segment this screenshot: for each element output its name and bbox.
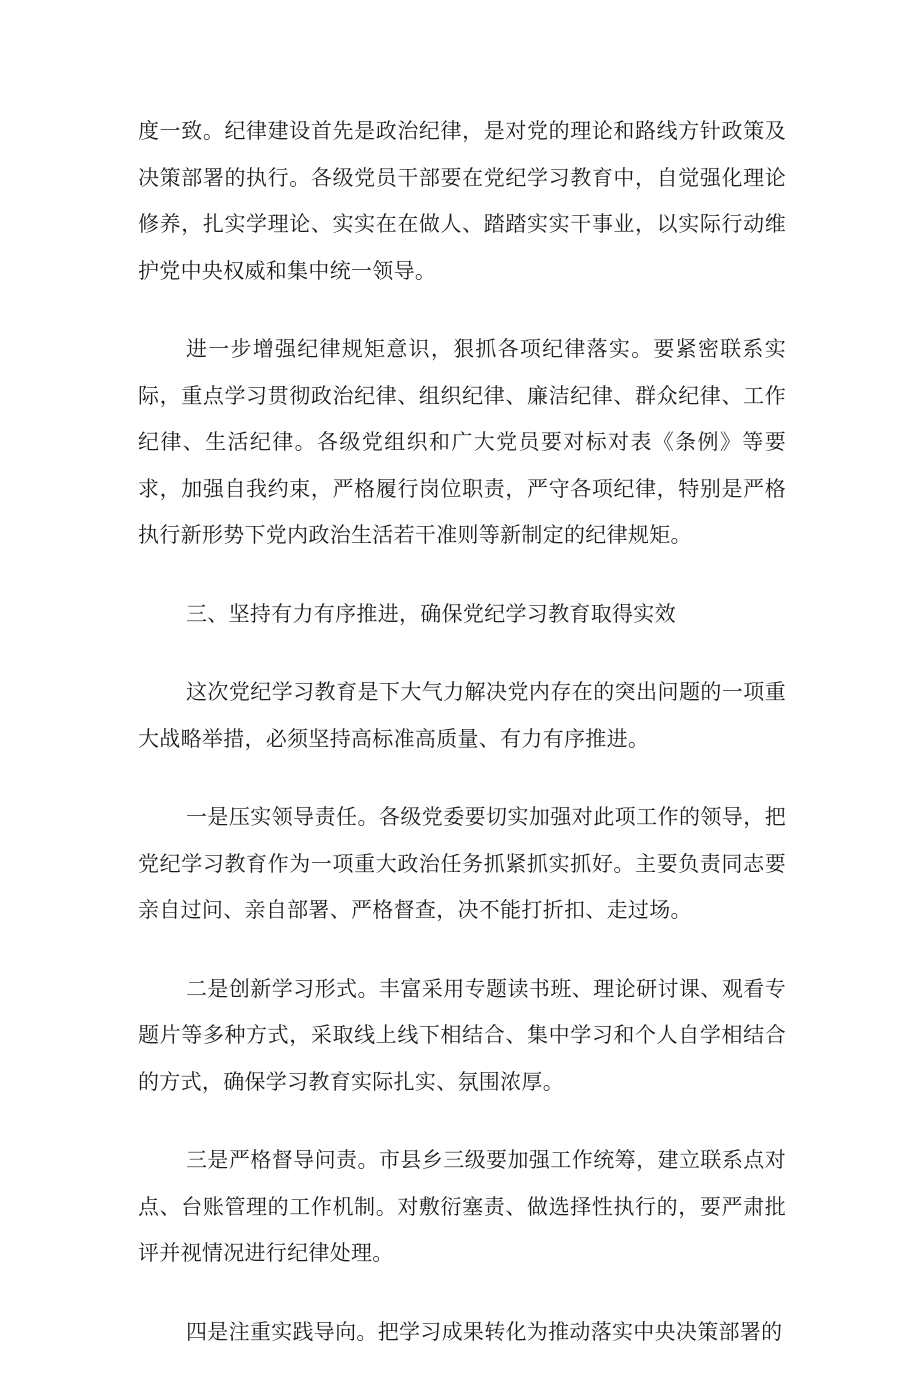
paragraph-learning-forms: 二是创新学习形式。丰富采用专题读书班、理论研讨课、观看专题片等多种方式，采取线上线下相结合、集中学习和个人自学相结合的方式，确保学习教育实际扎实、氛围浓厚。 xyxy=(138,976,786,1094)
paragraph-supervision-accountability: 三是严格督导问责。市县乡三级要加强工作统筹，建立联系点对点、台账管理的工作机制。对敷衍塞责、做选择性执行的，要严肃批评并视情况进行纪律处理。 xyxy=(138,1148,786,1265)
section-heading-three: 三、坚持有力有序推进，确保党纪学习教育取得实效 xyxy=(186,601,676,626)
paragraph-discipline-awareness: 进一步增强纪律规矩意识，狠抓各项纪律落实。要紧密联系实际，重点学习贯彻政治纪律、组织纪律、廉洁纪律、群众纪律、工作纪律、生活纪律。各级党组织和广大党员要对标对表《条例》等要求，加强自我约束，严格履行岗位职责，严守各项纪律，特别是严格执行新形势下党内政治生活若干准则等新制定的纪律规矩。 xyxy=(138,337,786,547)
paragraph-continuation: 度一致。纪律建设首先是政治纪律，是对党的理论和路线方针政策及决策部署的执行。各级党员干部要在党纪学习教育中，自觉强化理论修养，扎实学理论、实实在在做人、踏踏实实干事业，以实际行动维护党中央权威和集中统一领导。 xyxy=(138,119,786,283)
paragraph-practice-orientation: 四是注重实践导向。把学习成果转化为推动落实中央决策部署的 xyxy=(186,1319,783,1344)
paragraph-strategic-measure: 这次党纪学习教育是下大气力解决党内存在的突出问题的一项重大战略举措，必须坚持高标准高质量、有力有序推进。 xyxy=(138,680,786,751)
document-body xyxy=(138,108,786,1387)
paragraph-leadership-responsibility: 一是压实领导责任。各级党委要切实加强对此项工作的领导，把党纪学习教育作为一项重大政治任务抓紧抓实抓好。主要负责同志要亲自过问、亲自部署、严格督查，决不能打折扣、走过场。 xyxy=(138,805,786,922)
